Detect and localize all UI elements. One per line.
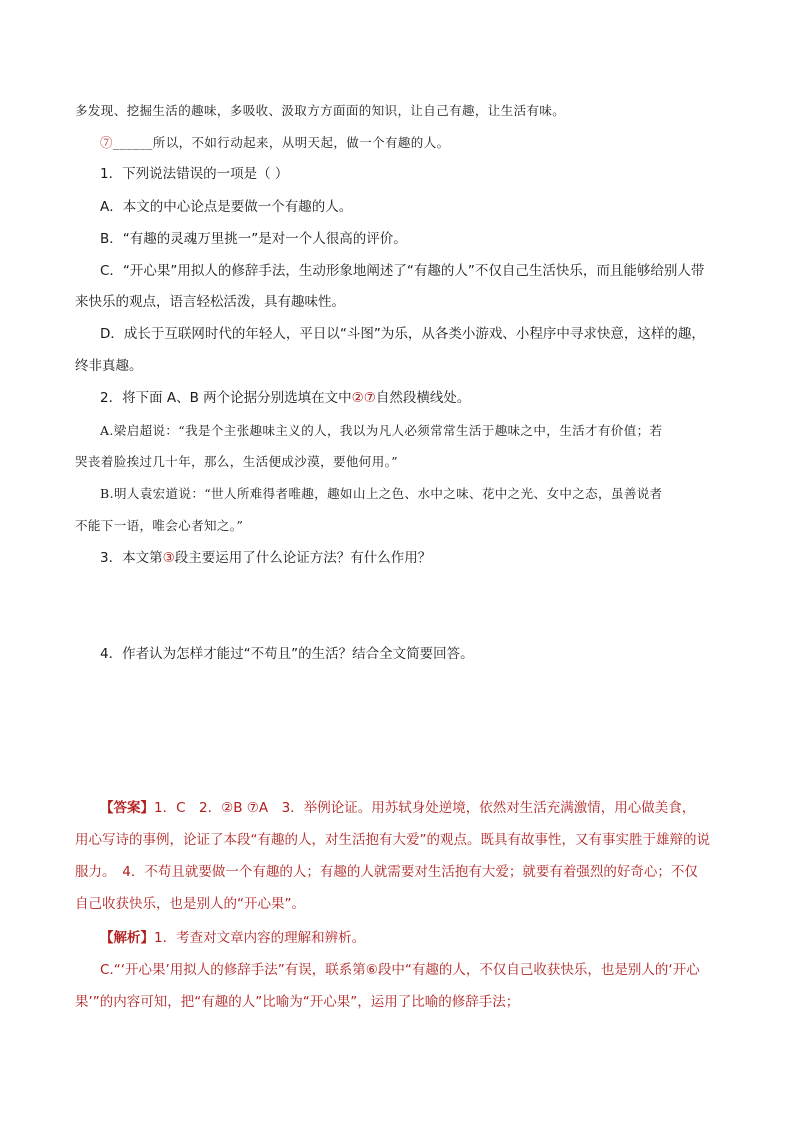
answer-label: 【答案】 [100, 800, 154, 816]
question-3-stem-text: 3．本文第 [100, 550, 163, 566]
passage-line-1: 多发现、挖掘生活的趣味，多吸收、汲取方方面面的知识，让自己有趣，让生活有味。 [75, 103, 566, 118]
question-1-option-c-line-2: 来快乐的观点，语言轻松活泼，具有趣味性。 [75, 294, 345, 310]
analysis-text-2a: C.“‘开心果’用拟人的修辞手法”有误，联系第 [100, 962, 366, 978]
answer-line-4: 自己收获快乐，也是别人的“开心果”。 [75, 896, 305, 912]
question-4-stem: 4．作者认为怎样才能过“不苟且”的生活？结合全文简要回答。 [100, 646, 474, 662]
question-3-stem-end: 段主要运用了什么论证方法？有什么作用？ [174, 550, 432, 566]
question-2-stem-end: 自然段横线处。 [375, 390, 471, 406]
question-1-option-c-line-1: C．“开心果”用拟人的修辞手法，生动形象地阐述了“有趣的人”不仅自己生活快乐，而且能够给别人带 [100, 263, 705, 279]
analysis-line-2 [100, 960, 750, 980]
answer-ref-7: ⑦ [246, 800, 259, 816]
answer-line-3: 服力。 4．不苟且就要做一个有趣的人；有趣的人就需要对生活抱有大爱；就要有着强烈的好奇心；不仅 [75, 864, 698, 880]
answer-line-1 [100, 798, 750, 818]
question-2-stem-text: 2．将下面 A、B 两个论据分别选填在文中 [100, 390, 352, 406]
analysis-text-1: 1．考查对文章内容的理解和辨析。 [154, 930, 366, 946]
analysis-label: 【解析】 [100, 930, 154, 946]
question-1-option-b: B．“有趣的灵魂万里挑一”是对一个人很高的评价。 [100, 231, 407, 247]
answer-ref-2: ② [221, 800, 234, 816]
evidence-a-line-2: 哭丧着脸挨过几十年，那么，生活便成沙漠，要他何用。” [75, 454, 399, 469]
paragraph-ref-7: ⑦ [363, 390, 376, 406]
question-1-option-a: A．本文的中心论点是要做一个有趣的人。 [100, 199, 353, 215]
analysis-line-3: 果’”的内容可知，把“有趣的人”比喻为“开心果”，运用了比喻的修辞手法； [75, 994, 520, 1010]
question-2-stem [100, 388, 750, 408]
analysis-ref-6: ⑥ [365, 962, 378, 978]
question-1-stem: 1．下列说法错误的一项是（ ） [100, 166, 289, 182]
evidence-b-line-1: B.明人袁宏道说：“世人所难得者唯趣，趣如山上之色、水中之味、花中之光、女中之态，虽善说者 [100, 486, 663, 501]
question-1-option-d-line-1: D．成长于互联网时代的年轻人，平日以“斗图”为乐，从各类小游戏、小程序中寻求快意，这样的趣， [100, 326, 705, 342]
analysis-line-1 [100, 928, 750, 948]
answer-line-2: 用心写诗的事例，论证了本段“有趣的人，对生活抱有大爱”的观点。既具有故事性，又有事实胜于雄辩的说 [75, 832, 710, 848]
paragraph-ref-3: ③ [162, 550, 175, 566]
answer-text-1c: A 3．举例论证。用苏轼身处逆境，依然对生活充满激情，用心做美食， [258, 800, 696, 816]
question-1-option-d-line-2: 终非真趣。 [75, 358, 143, 374]
evidence-a-line-1: A.梁启超说：“我是个主张趣味主义的人，我以为凡人必须常常生活于趣味之中，生活才有价值；若 [100, 423, 663, 438]
analysis-text-2b: 段中“有趣的人，不仅自己收获快乐，也是别人的‘开心 [377, 962, 700, 978]
evidence-b-line-2: 不能下一语，唯会心者知之。” [75, 518, 244, 533]
answer-text-1b: B [233, 800, 247, 816]
question-3-stem [100, 548, 750, 568]
paragraph-ref-2: ② [351, 390, 364, 406]
paragraph-7-text: ______所以，不如行动起来，从明天起，做一个有趣的人。 [112, 135, 450, 150]
paragraph-number-7: ⑦ [100, 135, 113, 150]
passage-paragraph-7 [100, 133, 750, 153]
answer-text-1a: 1．C 2． [154, 800, 222, 816]
